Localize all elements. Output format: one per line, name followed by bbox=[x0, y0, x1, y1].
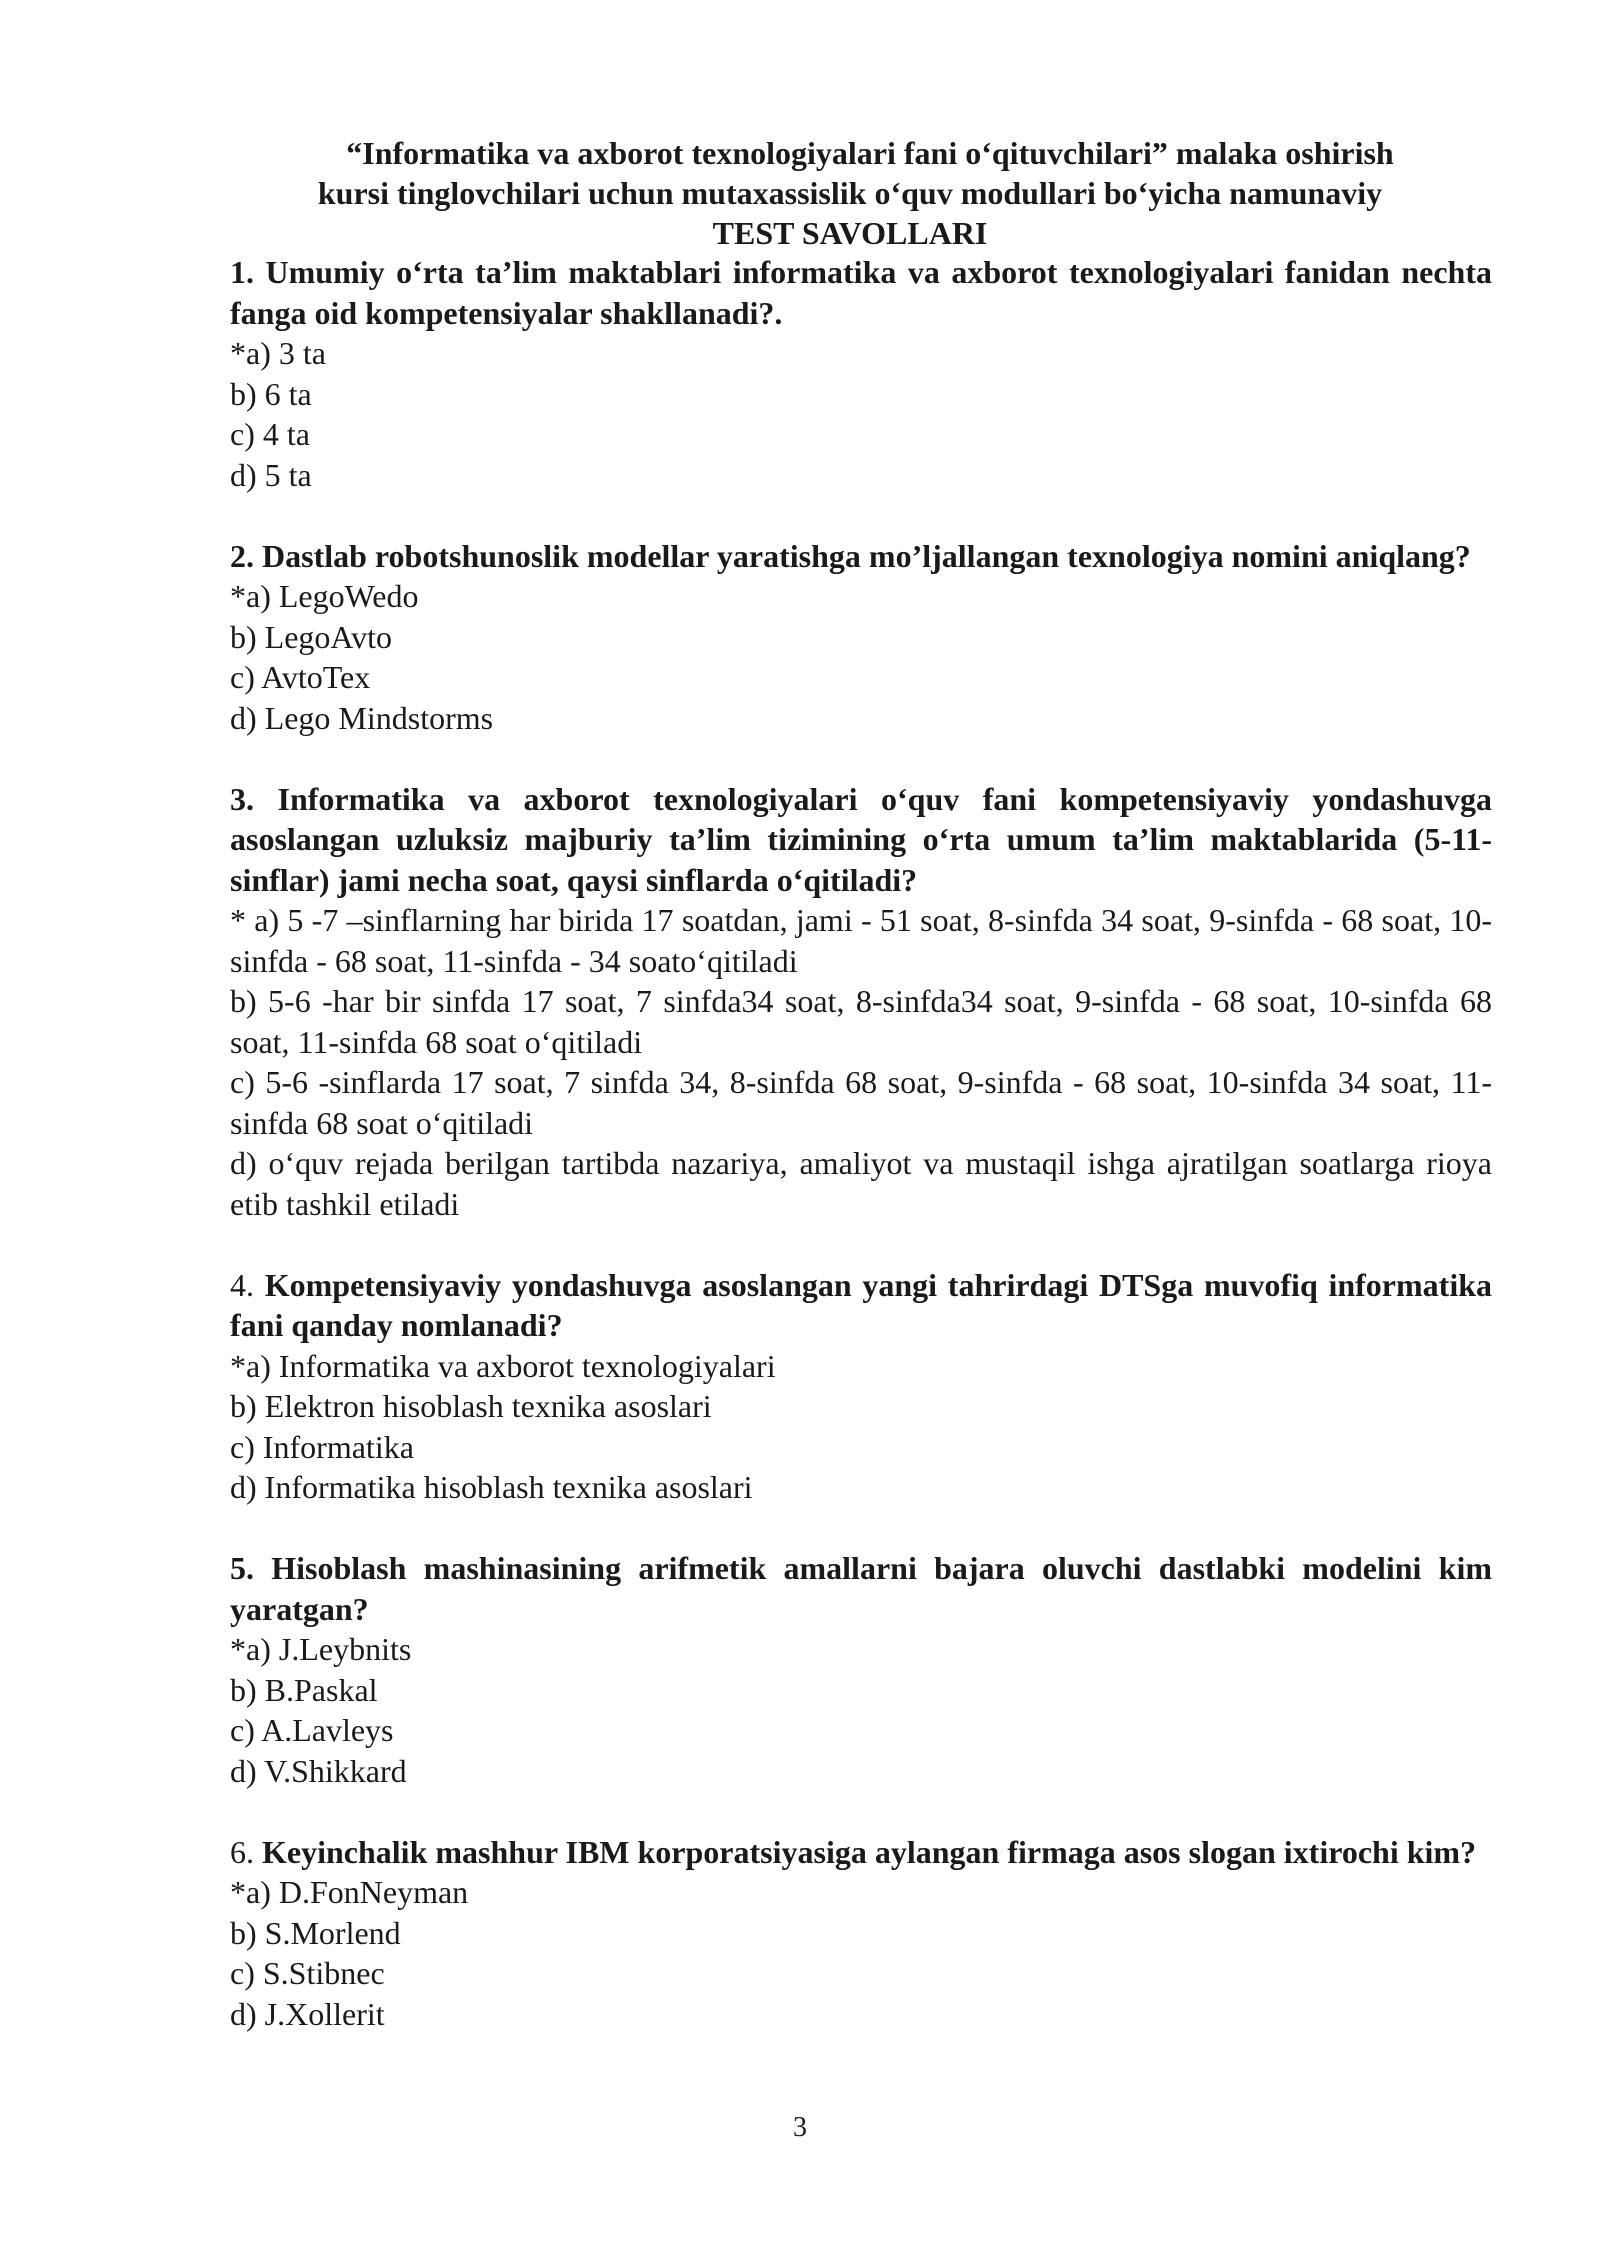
question-body: Informatika va axborot texnologiyalari o‘quv fani kompetensiyaviy yondashuvga asoslangan uzluksiz majburiy ta’lim tizimining o‘rta umum ta’lim maktablarida (5-11-sinflar) jami necha soat, qaysi sinflarda o‘qitiladi? bbox=[230, 780, 1493, 898]
question-text bbox=[230, 536, 1492, 577]
question-text bbox=[230, 1832, 1492, 1873]
questions-list bbox=[230, 252, 1492, 2075]
answer-option: b) 5-6 -har bir sinfda 17 soat, 7 sinfda34 soat, 8-sinfda34 soat, 9-sinfda - 68 soat, 10-sinfda 68 soat, 11-sinfda 68 soat o‘qitiladi bbox=[230, 983, 1492, 1060]
answer-option: c) AvtoTex bbox=[230, 659, 371, 695]
answer-option: b) Elektron hisoblash texnika asoslari bbox=[230, 1388, 712, 1424]
question-number: 5. bbox=[230, 1550, 254, 1586]
question-number: 1. bbox=[230, 254, 254, 290]
answer-option: *a) J.Leybnits bbox=[230, 1631, 412, 1667]
question-body: Dastlab robotshunoslik modellar yaratishga mo’ljallangan texnologiya nomini aniqlang? bbox=[262, 537, 1471, 574]
answer-option: c) Informatika bbox=[230, 1428, 414, 1465]
header-line-2: kursi tinglovchilari uchun mutaxassislik o‘quv modullari bo‘yicha namunaviy bbox=[317, 175, 1383, 211]
question-3 bbox=[230, 779, 1492, 1225]
question-text bbox=[230, 1265, 1492, 1346]
question-1 bbox=[230, 252, 1492, 495]
question-number: 2. bbox=[230, 537, 254, 574]
question-text bbox=[230, 779, 1492, 901]
answer-option: c) 4 ta bbox=[230, 416, 310, 452]
question-body: Keyinchalik mashhur IBM korporatsiyasiga aylangan firmaga asos slogan ixtirochi kim? bbox=[262, 1833, 1477, 1870]
answer-option: d) Lego Mindstorms bbox=[230, 699, 494, 736]
answer-option: * a) 5 -7 –sinflarning har birida 17 soatdan, jami - 51 soat, 8-sinfda 34 soat, 9-sinfda - 68 soat, 10-sinfda - 68 soat, 11-sinfda - 34 soato‘qitiladi bbox=[230, 902, 1492, 979]
question-number: 3. bbox=[230, 780, 254, 817]
question-text bbox=[230, 1548, 1492, 1629]
answer-option: c) S.Stibnec bbox=[230, 1955, 385, 1991]
header-title: TEST SAVOLLARI bbox=[712, 215, 988, 251]
answer-option: b) LegoAvto bbox=[230, 618, 393, 655]
question-body: Hisoblash mashinasining arifmetik amallarni bajara oluvchi dastlabki modelini kim yaratgan? bbox=[230, 1550, 1493, 1627]
question-body: Kompetensiyaviy yondashuvga asoslangan yangi tahrirdagi DTSga muvofiq informatika fani qanday nomlanadi? bbox=[230, 1266, 1493, 1343]
question-5 bbox=[230, 1548, 1492, 1791]
answer-option: b) 6 ta bbox=[230, 375, 312, 412]
question-6 bbox=[230, 1832, 1492, 2035]
header-line-1: “Informatika va axborot texnologiyalari fani o‘qituvchilari” malaka oshirish bbox=[346, 135, 1394, 171]
page-number: 3 bbox=[793, 2112, 807, 2143]
question-number: 4. bbox=[230, 1266, 254, 1303]
question-4 bbox=[230, 1265, 1492, 1508]
answer-option: *a) LegoWedo bbox=[230, 578, 419, 614]
document-header bbox=[200, 133, 1500, 253]
answer-option: d) J.Xollerit bbox=[230, 1995, 385, 2032]
answer-option: c) A.Lavleys bbox=[230, 1712, 394, 1748]
answer-option: c) 5-6 -sinflarda 17 soat, 7 sinfda 34, 8-sinfda 68 soat, 9-sinfda - 68 soat, 10-sinfda 34 soat, 11-sinfda 68 soat o‘qitiladi bbox=[230, 1064, 1492, 1141]
answer-option: b) B.Paskal bbox=[230, 1671, 378, 1708]
answer-option: d) V.Shikkard bbox=[230, 1752, 407, 1789]
answer-option: b) S.Morlend bbox=[230, 1914, 401, 1951]
answer-option: *a) D.FonNeyman bbox=[230, 1874, 469, 1910]
question-text bbox=[230, 252, 1492, 333]
answer-option: *a) 3 ta bbox=[230, 335, 326, 371]
answer-option: d) o‘quv rejada berilgan tartibda nazariya, amaliyot va mustaqil ishga ajratilgan soatlarga rioya etib tashkil etiladi bbox=[230, 1145, 1492, 1222]
question-2 bbox=[230, 536, 1492, 739]
answer-option: d) Informatika hisoblash texnika asoslari bbox=[230, 1469, 753, 1505]
question-body: Umumiy o‘rta ta’lim maktablari informatika va axborot texnologiyalari fanidan nechta fanga oid kompetensiyalar shakllanadi?. bbox=[230, 254, 1493, 331]
question-number: 6. bbox=[230, 1833, 254, 1870]
answer-option: d) 5 ta bbox=[230, 456, 312, 493]
answer-option: *a) Informatika va axborot texnologiyalari bbox=[230, 1347, 776, 1384]
